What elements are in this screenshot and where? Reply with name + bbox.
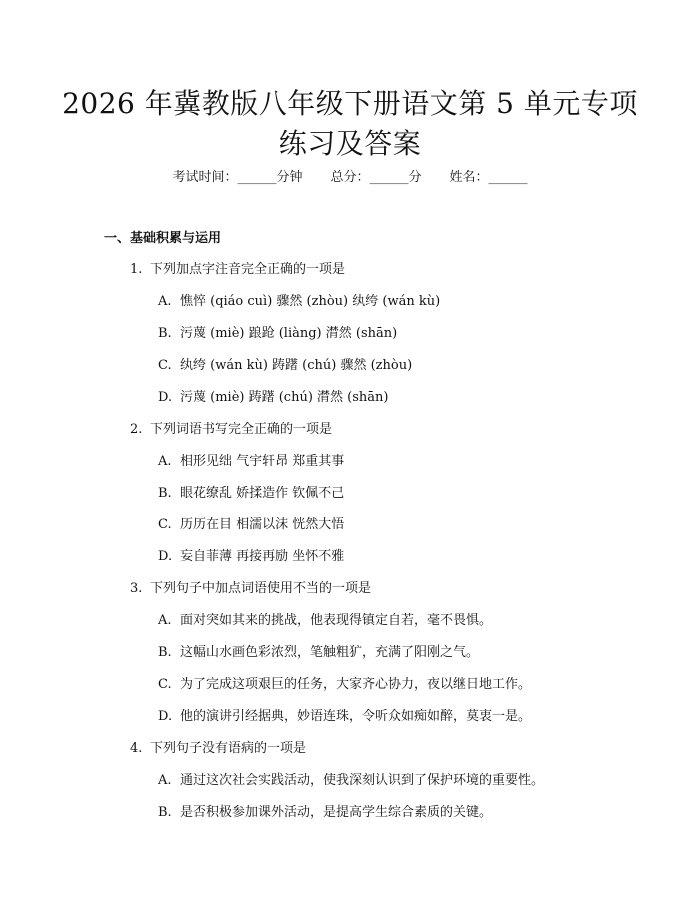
option-letter: A.	[158, 613, 172, 628]
option-letter: A.	[158, 294, 172, 309]
option-text: 相形见绌 气宇轩昂 郑重其事	[180, 454, 345, 469]
option-text: 纨绔 (wán kù) 踌躇 (chú) 骤然 (zhòu)	[180, 358, 413, 373]
question-2	[130, 421, 332, 439]
option-3a	[158, 612, 492, 630]
option-letter: D.	[158, 549, 173, 564]
option-2d	[158, 548, 344, 566]
option-3c	[158, 676, 531, 694]
option-text: 通过这次社会实践活动，使我深刻认识到了保护环境的重要性。	[180, 773, 545, 788]
option-text: 历历在目 相濡以沫 恍然大悟	[180, 517, 345, 532]
doc-title-line-2: 练习及答案	[278, 127, 422, 160]
option-letter: B.	[158, 326, 172, 341]
option-letter: B.	[158, 645, 172, 660]
option-letter: B.	[158, 486, 172, 501]
option-2b	[158, 485, 344, 503]
question-number: 3.	[130, 581, 143, 596]
section-heading: 一、基础积累与运用	[104, 231, 222, 246]
exam-meta	[0, 169, 700, 187]
question-text: 下列词语书写完全正确的一项是	[150, 422, 333, 437]
option-letter: C.	[158, 677, 172, 692]
option-1a	[158, 293, 440, 311]
option-text: 他的演讲引经据典，妙语连珠，令听众如痴如醉，莫衷一是。	[180, 709, 532, 724]
option-text: 这幅山水画色彩浓烈，笔触粗犷，充满了阳刚之气。	[180, 645, 480, 660]
option-4b	[158, 804, 492, 822]
option-3b	[158, 644, 479, 662]
option-text: 为了完成这项艰巨的任务，大家齐心协力，夜以继日地工作。	[180, 677, 532, 692]
option-letter: C.	[158, 358, 172, 373]
option-text: 妄自菲薄 再接再励 坐怀不雅	[180, 549, 345, 564]
question-text: 下列句子中加点词语使用不当的一项是	[150, 581, 372, 596]
option-text: 眼花缭乱 娇揉造作 钦佩不己	[180, 486, 345, 501]
question-number: 4.	[130, 741, 143, 756]
option-4a	[158, 772, 544, 790]
option-text: 是否积极参加课外活动，是提高学生综合素质的关键。	[180, 805, 493, 820]
question-number: 2.	[130, 422, 143, 437]
question-3	[130, 580, 371, 598]
option-3d	[158, 708, 531, 726]
question-4	[130, 740, 306, 758]
exam-time-field: 考试时间：______分钟	[172, 170, 303, 185]
student-name-field: 姓名：______	[449, 170, 528, 185]
option-letter: A.	[158, 773, 172, 788]
option-text: 憔悴 (qiáo cuì) 骤然 (zhòu) 纨绔 (wán kù)	[180, 294, 441, 309]
option-text: 污蔑 (miè) 踉跄 (liàng) 潸然 (shān)	[180, 326, 398, 341]
option-1c	[158, 357, 412, 375]
total-score-field: 总分：______分	[330, 170, 422, 185]
option-2a	[158, 453, 344, 471]
option-letter: D.	[158, 709, 173, 724]
option-letter: B.	[158, 805, 172, 820]
option-letter: A.	[158, 454, 172, 469]
question-text: 下列句子没有语病的一项是	[150, 741, 307, 756]
option-letter: D.	[158, 390, 173, 405]
option-text: 污蔑 (miè) 踌躇 (chú) 潸然 (shān)	[180, 390, 389, 405]
option-letter: C.	[158, 517, 172, 532]
option-text: 面对突如其来的挑战，他表现得镇定自若，毫不畏惧。	[180, 613, 493, 628]
option-1d	[158, 389, 388, 407]
option-2c	[158, 516, 344, 534]
question-text: 下列加点字注音完全正确的一项是	[150, 262, 346, 277]
question-number: 1.	[130, 262, 143, 277]
option-1b	[158, 325, 397, 343]
doc-title-line-1: 2026 年冀教版八年级下册语文第 5 单元专项	[62, 87, 638, 120]
question-1	[130, 261, 345, 279]
